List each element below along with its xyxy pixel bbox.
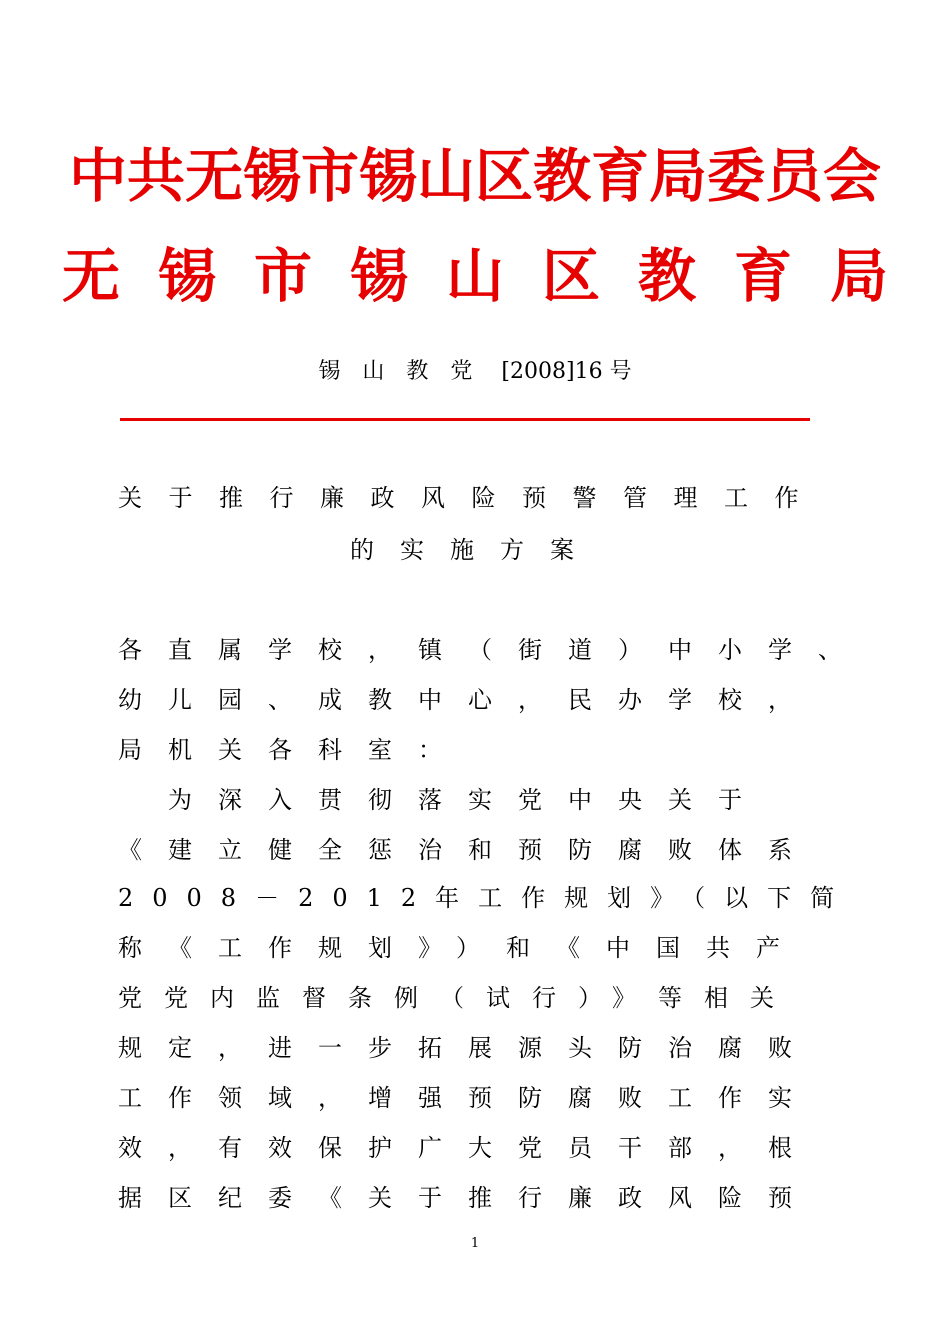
body-line: 据区纪委《关于推行廉政风险预 [118,1184,818,1212]
issuer-title-bureau: 无锡市锡山区教育局 [61,242,926,310]
document-title-line-1: 关于推行廉政风险预警管理工作 [118,484,825,512]
body-line: 效，有效保护广大党员干部，根 [118,1134,818,1162]
body-line: 幼儿园、成教中心，民办学校， [118,686,818,714]
body-line: 各直属学校，镇（街道）中小学、 [118,636,868,664]
body-line: 规定，进一步拓展源头防治腐败 [118,1034,818,1062]
page-number: 1 [470,1236,480,1251]
body-line: 局机关各科室： [118,736,468,764]
red-divider [120,418,810,421]
body-line: 工作领域，增强预防腐败工作实 [118,1084,818,1112]
body-line: 2008－2012年工作规划》（以下简 [118,884,854,912]
body-line: 党党内监督条例（试行）》等相关 [118,984,796,1012]
document-number-value: [2008]16 [501,359,603,384]
body-line: 为深入贯彻落实党中央关于 [118,786,768,814]
issuer-title-party: 中共无锡市锡山区教育局委员会 [68,142,881,210]
body-line: 称《工作规划》）和《中国共产 [118,934,806,962]
document-number-prefix: 锡山教党 [318,359,495,384]
document-number [0,355,950,389]
body-line: 《建立健全惩治和预防腐败体系 [118,836,818,864]
document-title-line-2: 的实施方案 [350,536,600,564]
document-number-suffix: 号 [609,359,632,384]
